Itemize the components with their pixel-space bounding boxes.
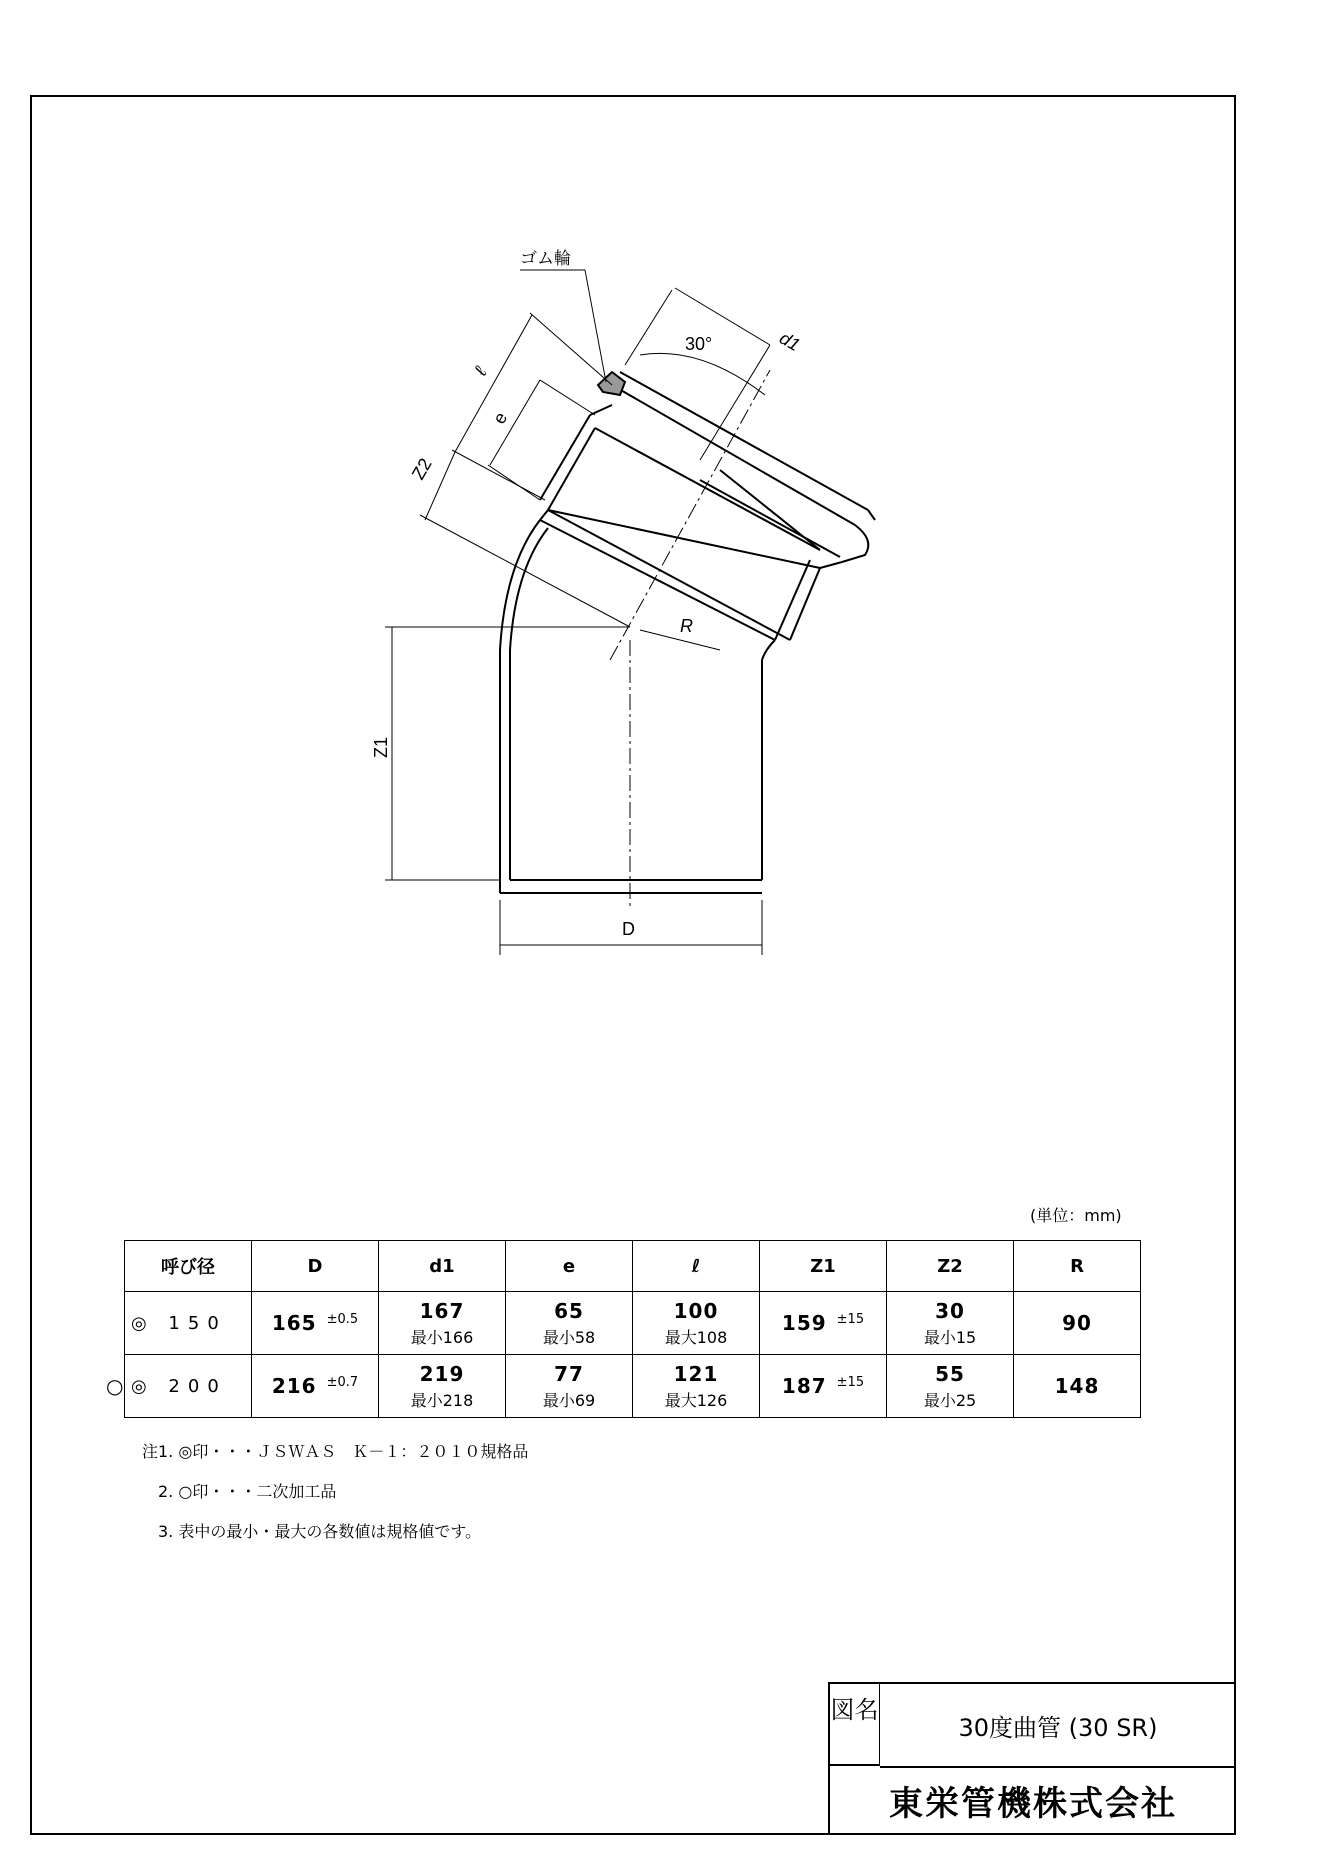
cell-e: 65 最小58: [506, 1292, 633, 1355]
note-3: 3. 表中の最小・最大の各数値は規格値です。: [142, 1522, 482, 1541]
z2-label: Z2: [407, 454, 436, 484]
drawing-name: 30度曲管 (30 SR): [880, 1684, 1236, 1768]
cell-d: 216 $^{\pm 0.7}$: [252, 1355, 379, 1418]
cell-r: 90: [1014, 1292, 1141, 1355]
gasket-label: ゴム輪: [520, 249, 571, 268]
cell-nominal: ◎ 150: [125, 1292, 252, 1355]
cell-d1: 219 最小218: [379, 1355, 506, 1418]
d-label: D: [622, 919, 635, 939]
cell-d1: 167 最小166: [379, 1292, 506, 1355]
z1-label: Z1: [371, 736, 391, 758]
unit-note: (単位：mm): [1030, 1206, 1122, 1225]
d1-label: d1: [776, 327, 804, 356]
r-label: R: [680, 616, 693, 636]
header-nominal: 呼び径: [125, 1241, 252, 1292]
angle-label: 30°: [685, 334, 713, 354]
cell-e: 77 最小69: [506, 1355, 633, 1418]
header-d: D: [252, 1241, 379, 1292]
note-1: 注1. ◎印・・・ＪＳＷＡＳ Ｋ－１：２０１０規格品: [142, 1442, 529, 1461]
cell-l: 100 最大108: [633, 1292, 760, 1355]
center-lines: [610, 370, 770, 910]
header-z1: Z1: [760, 1241, 887, 1292]
header-l: ℓ: [633, 1241, 760, 1292]
header-r: R: [1014, 1241, 1141, 1292]
title-label: 図名: [830, 1684, 880, 1766]
table-row: [125, 1292, 1141, 1355]
cell-z2: 30 最小15: [887, 1292, 1014, 1355]
cell-d: 165 $^{\pm 0.5}$: [252, 1292, 379, 1355]
cell-z2: 55 最小25: [887, 1355, 1014, 1418]
cell-r: 148: [1014, 1355, 1141, 1418]
table-header-row: [125, 1241, 1141, 1292]
company-name: 東栄管機株式会社: [889, 1784, 1177, 1824]
l-label: ℓ: [470, 363, 491, 379]
spec-table: [124, 1240, 1141, 1418]
cell-nominal: ◎ 200: [125, 1355, 252, 1418]
e-label: e: [488, 408, 512, 428]
table-row: [125, 1355, 1141, 1418]
header-e: e: [506, 1241, 633, 1292]
notes: [142, 1432, 528, 1552]
gasket-shape: [598, 372, 625, 395]
header-d1: d1: [379, 1241, 506, 1292]
dimension-lines: [385, 270, 770, 955]
secondary-mark: ○: [106, 1374, 124, 1398]
note-2: 2. ○印・・・二次加工品: [142, 1482, 337, 1501]
cell-z1: 159 $^{\pm 15}$: [760, 1292, 887, 1355]
title-block: [828, 1682, 1236, 1835]
cell-z1: 187 $^{\pm 15}$: [760, 1355, 887, 1418]
header-z2: Z2: [887, 1241, 1014, 1292]
cell-l: 121 最大126: [633, 1355, 760, 1418]
